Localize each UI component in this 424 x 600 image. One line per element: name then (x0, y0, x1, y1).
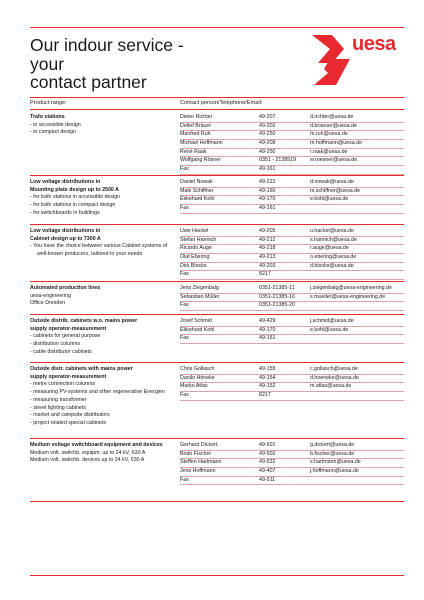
contact-email[interactable]: m.atlas@uesa.de (310, 383, 352, 390)
product-range-item: - for switchboards in buildings (30, 209, 100, 216)
contact-email[interactable]: j.hoffmann@uesa.de (310, 468, 359, 475)
section-divider (30, 501, 404, 502)
contact-phone: 0351 - 2138519 (259, 157, 297, 164)
contact-row (180, 468, 404, 477)
contact-list (180, 285, 404, 311)
contact-row (180, 318, 404, 327)
contact-name: Marko Atlas (180, 383, 208, 390)
contact-list (180, 114, 404, 175)
contact-email[interactable]: s.mueller@uesa-engineering.de (310, 293, 386, 300)
contact-name: Sebastian Müller (180, 293, 220, 300)
contact-phone: 49-501 (259, 442, 276, 448)
section-divider (30, 314, 404, 315)
product-range-item: Office Dresden (30, 300, 66, 307)
product-range-item: - cable distributor cabinets (30, 348, 92, 355)
contact-row (180, 114, 404, 123)
contact-name: René Raak (180, 148, 207, 155)
contact-name: Josef Schmid (180, 318, 212, 324)
contact-row (180, 327, 404, 336)
product-range-item: - measuring PV-systems and other regenerative Energien (30, 389, 165, 396)
product-range-heading: supply operator-measurement (30, 373, 107, 380)
contact-name: Fax (180, 271, 189, 278)
contact-email[interactable]: j.schmid@uesa.de (310, 318, 354, 324)
contact-phone: 49-250 (259, 148, 276, 155)
contact-name: Jens Ziegenbalg (180, 285, 219, 291)
product-range-description (30, 318, 178, 357)
contact-row (180, 123, 404, 132)
contact-row (180, 459, 404, 468)
product-range-heading: Cabinet design up to 7300 A (30, 235, 101, 242)
contact-name: Detlef Bräuer (180, 122, 212, 129)
contact-name: Ekkehard Kohl (180, 196, 215, 203)
contact-phone: 49-154 (259, 374, 276, 381)
product-range-description (30, 442, 178, 465)
contact-phone: 49-202 (259, 122, 276, 129)
contact-phone: 49-152 (259, 383, 276, 390)
product-range-item: Medium volt. switchb. devices up to 24 kV, 630 A (30, 457, 145, 464)
title-line-3: contact partner (30, 72, 147, 92)
product-range-description (30, 179, 178, 218)
contact-list (180, 179, 404, 214)
page-title (30, 36, 270, 92)
contact-name: Bodo Fischer (180, 450, 212, 457)
contact-list (180, 228, 404, 280)
contact-name: Ricardo Auge (180, 245, 212, 252)
contact-email[interactable]: s.hannich@uesa.de (310, 236, 357, 243)
contact-name: Fax (180, 205, 189, 212)
product-range-item: - for trafo stations in compact design (30, 202, 116, 209)
product-range-item: Medium volt. switchb. equipm. up to 24 kV, 630 A (30, 449, 146, 456)
contact-email[interactable]: w.roesner@uesa.de (310, 157, 358, 164)
product-range-heading: Automated production lines (30, 285, 101, 291)
section-divider (30, 281, 404, 282)
product-range-description (30, 114, 178, 137)
contact-phone: 49-429 (259, 318, 276, 324)
product-range-item: - in accessible design (30, 121, 81, 128)
logo-wordmark: uesa (352, 33, 396, 55)
contact-phone: 49-207 (259, 114, 276, 120)
product-range-item: - for trafo stations in accessible design (30, 194, 121, 201)
contact-row (180, 179, 404, 188)
contact-phone: 49-532 (259, 459, 276, 466)
contact-name: Fax (180, 302, 189, 309)
contact-row (180, 149, 404, 158)
contact-name: Ekkehard Kohl (180, 326, 215, 333)
contact-row (180, 166, 404, 175)
contact-phone: 49-222 (259, 179, 276, 185)
contact-phone: 49-511 (259, 476, 276, 483)
contact-phone: 49-203 (259, 262, 276, 269)
contact-phone: 8217 (259, 392, 271, 399)
contact-phone: 49-212 (259, 236, 276, 243)
contact-row (180, 451, 404, 460)
contact-row (180, 366, 404, 375)
contact-email[interactable]: c.gollasch@uesa.de (310, 366, 358, 372)
contact-email[interactable]: d.braeuer@uesa.de (310, 122, 357, 129)
contact-email[interactable]: d.blocks@uesa.de (310, 262, 354, 269)
product-range-item: - distribution columns (30, 341, 81, 348)
contact-row (180, 157, 404, 166)
contact-name: Wolfgang Rösner (180, 157, 221, 164)
contact-row (180, 205, 404, 214)
contact-row (180, 140, 404, 149)
contact-row (180, 228, 404, 237)
contact-list (180, 366, 404, 401)
product-range-description (30, 285, 178, 308)
contact-email[interactable]: d.richter@uesa.de (310, 114, 354, 120)
contact-phone: 49-218 (259, 245, 276, 252)
product-range-heading: Low voltage distributions in (30, 179, 101, 185)
contact-phone: 49-161 (259, 335, 276, 342)
contact-row (180, 237, 404, 246)
section-divider (30, 224, 404, 225)
section-divider (30, 362, 404, 363)
product-range-item: uesa-engineering (30, 292, 71, 299)
contact-list (180, 442, 404, 485)
contact-row (180, 383, 404, 392)
contact-name: Fax (180, 392, 189, 399)
contact-name: Chris Gollasch (180, 366, 215, 372)
contact-name: Jens Hoffmann (180, 468, 216, 475)
product-range-heading: supply operator-measurement (30, 325, 107, 332)
contact-row (180, 245, 404, 254)
contact-phone: 49-213 (259, 254, 276, 261)
contact-name: Daniel Nowak (180, 179, 213, 185)
contact-name: Fax (180, 335, 189, 342)
contact-email[interactable]: j.ziegenbalg@uesa-engineering.de (310, 285, 392, 291)
contact-email[interactable]: d.hoeneke@uesa.de (310, 374, 359, 381)
contact-email[interactable]: s.hartmann@uesa.de (310, 459, 361, 466)
product-range-item: - measuring transformer (30, 396, 87, 403)
contact-phone: 49-407 (259, 468, 276, 475)
contact-name: Manfred Ruh (180, 131, 211, 138)
title-line-1: Our indour service - (30, 35, 184, 55)
product-range-item: - You have the choice between various Cabinet systems of well-known producers, tailored to your needs (30, 243, 168, 258)
product-range-item: - street lighting cabinets (30, 404, 86, 411)
section-divider (30, 438, 404, 439)
product-range-heading: Low voltage distributions in (30, 228, 101, 234)
contact-name: Stefan Hannich (180, 236, 217, 243)
product-range-description (30, 228, 178, 259)
uesa-logo (310, 33, 410, 89)
contact-phone: 8217 (259, 271, 271, 278)
product-range-item: - in compact design (30, 129, 76, 136)
contact-phone: 49-161 (259, 166, 276, 173)
contact-phone: 0351-21385-20 (259, 302, 295, 309)
contact-email[interactable]: m.ruh@uesa.de (310, 131, 348, 138)
contact-phone: 49-502 (259, 450, 276, 457)
contact-row (180, 302, 404, 311)
title-line-2: your (30, 53, 65, 74)
contact-row (180, 392, 404, 401)
contact-row (180, 442, 404, 451)
product-range-heading: Outside distrib. cabinets w.o. mains power (30, 318, 138, 324)
contact-phone: 49-160 (259, 187, 276, 194)
contact-name: Gerhard Dickert (180, 442, 218, 448)
contact-name: Fax (180, 476, 189, 483)
contact-row (180, 263, 404, 272)
contact-phone: 49-170 (259, 196, 276, 203)
product-range-description (30, 366, 178, 428)
contact-row (180, 188, 404, 197)
product-range-heading: Trafo stations (30, 114, 65, 120)
product-range-item: - cabinets for general purpose (30, 333, 101, 340)
contact-name: Olaf Ebering (180, 254, 210, 261)
contact-email[interactable]: b.fischer@uesa.de (310, 450, 355, 457)
contact-phone: 0351-21385-11 (259, 285, 295, 291)
contact-row (180, 375, 404, 384)
contact-email[interactable]: e.kohl@uesa.de (310, 196, 349, 203)
product-range-heading: Outside distr. cabinets with mains power (30, 366, 133, 372)
contact-row (180, 196, 404, 205)
product-range-item: - market and campsite distributors (30, 412, 110, 419)
contact-phone: 49-161 (259, 205, 276, 212)
contact-phone: 0351-21385-16 (259, 293, 295, 300)
contact-name: Danilo Höneke (180, 374, 215, 381)
contact-list (180, 318, 404, 344)
contact-email[interactable]: m.schiffner@uesa.de (310, 187, 361, 194)
product-range-heading: Mounting plate design up to 2500 A (30, 186, 119, 193)
contact-email[interactable]: r.auge@uesa.de (310, 245, 349, 252)
contact-row (180, 285, 404, 294)
contact-name: Dieter Richter (180, 114, 213, 120)
contact-name: Fax (180, 166, 189, 173)
contact-row (180, 271, 404, 280)
contact-phone: 49-170 (259, 326, 276, 333)
contact-header: Contact person/Telephone/Email: (180, 100, 263, 106)
header-top-divider (30, 97, 404, 98)
contact-row (180, 477, 404, 486)
contact-name: Uwe Hackel (180, 228, 209, 234)
contact-phone: 49-205 (259, 228, 276, 234)
section-divider (30, 175, 404, 176)
contact-name: Maik Schiffner (180, 187, 214, 194)
header-bottom-divider (30, 109, 404, 110)
contact-row (180, 254, 404, 263)
contact-email[interactable]: r.raak@uesa.de (310, 148, 348, 155)
product-range-item: - metre connection columns (30, 381, 96, 388)
contact-email[interactable]: e.kohl@uesa.de (310, 326, 349, 333)
bottom-divider (30, 575, 404, 576)
contact-phone: 49-208 (259, 140, 276, 147)
contact-row (180, 131, 404, 140)
contact-name: Steffen Hartmann (180, 459, 222, 466)
contact-email[interactable]: m.hoffmann@uesa.de (310, 140, 363, 147)
contact-email[interactable]: g.dickert@uesa.de (310, 442, 355, 448)
uesa-arrow-logo-icon (310, 33, 354, 89)
contact-name: Dirk Blocks (180, 262, 207, 269)
contact-email[interactable]: d.nowak@uesa.de (310, 179, 354, 185)
product-range-header: Product range: (30, 100, 67, 106)
product-range-item: - project related special cabinets (30, 419, 106, 426)
contact-phone: 49-155 (259, 366, 276, 372)
product-range-heading: Medium voltage switchboard equipment and devices (30, 442, 163, 448)
contact-email[interactable]: u.hackel@uesa.de (310, 228, 354, 234)
contact-phone: 49-250 (259, 131, 276, 138)
top-divider (30, 27, 404, 28)
contact-row (180, 335, 404, 344)
contact-email[interactable]: o.ebering@uesa.de (310, 254, 357, 261)
contact-name: Michael Hoffmann (180, 140, 223, 147)
contact-row (180, 294, 404, 303)
